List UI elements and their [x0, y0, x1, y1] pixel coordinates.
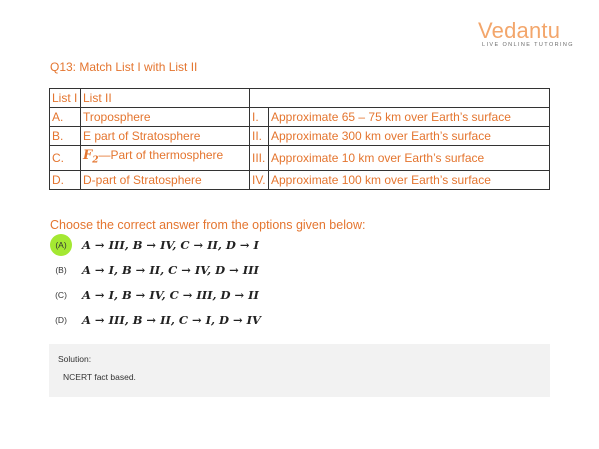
- row-description: Approximate 65 – 75 km over Earth’s surface: [269, 108, 550, 127]
- logo-tagline: LIVE ONLINE TUTORING: [482, 42, 574, 48]
- option-d-text: A → III, B → II, C → I, D → IV: [82, 313, 261, 327]
- option-d-label[interactable]: (D): [55, 315, 67, 325]
- option-c-label[interactable]: (C): [55, 290, 67, 300]
- row-item: Troposphere: [81, 108, 250, 127]
- option-a-text: A → III, B → IV, C → II, D → I: [82, 238, 259, 252]
- row-description: Approximate 10 km over Earth’s surface: [269, 146, 550, 171]
- row-number: II.: [250, 127, 269, 146]
- table-row: [50, 146, 550, 171]
- row-number: III.: [250, 146, 269, 171]
- table-row: [50, 170, 550, 189]
- row-key: C.: [50, 146, 81, 171]
- row-description: Approximate 300 km over Earth’s surface: [269, 127, 550, 146]
- table-row: [50, 108, 550, 127]
- solution-text: NCERT fact based.: [63, 372, 136, 382]
- option-c-text: A → I, B → IV, C → III, D → II: [82, 288, 259, 302]
- vedantu-logo: [476, 18, 574, 50]
- options-prompt: Choose the correct answer from the options given below:: [50, 218, 366, 232]
- header-list-1: List I: [50, 89, 81, 108]
- f2-symbol: $F_2$: [83, 148, 99, 166]
- row-item-text: —Part of thermosphere: [98, 148, 224, 162]
- row-key: A.: [50, 108, 81, 127]
- option-b-label[interactable]: (B): [55, 265, 67, 275]
- row-item: E part of Stratosphere: [81, 127, 250, 146]
- question-title: Q13: Match List I with List II: [50, 60, 198, 74]
- row-key: D.: [50, 170, 81, 189]
- table-header-row: [50, 89, 550, 108]
- match-table: [49, 88, 550, 190]
- row-key: B.: [50, 127, 81, 146]
- option-a-label[interactable]: (A): [50, 234, 72, 256]
- solution-title: Solution:: [58, 354, 92, 364]
- row-number: IV.: [250, 170, 269, 189]
- header-list-2: List II: [81, 89, 250, 108]
- solution-panel: [49, 344, 550, 397]
- row-item: D-part of Stratosphere: [81, 170, 250, 189]
- row-number: I.: [250, 108, 269, 127]
- table-row: [50, 127, 550, 146]
- logo-wordmark: Vedantu: [478, 18, 561, 43]
- header-empty: [250, 89, 550, 108]
- option-b-text: A → I, B → II, C → IV, D → III: [82, 263, 259, 277]
- row-item: [81, 146, 250, 171]
- row-description: Approximate 100 km over Earth’s surface: [269, 170, 550, 189]
